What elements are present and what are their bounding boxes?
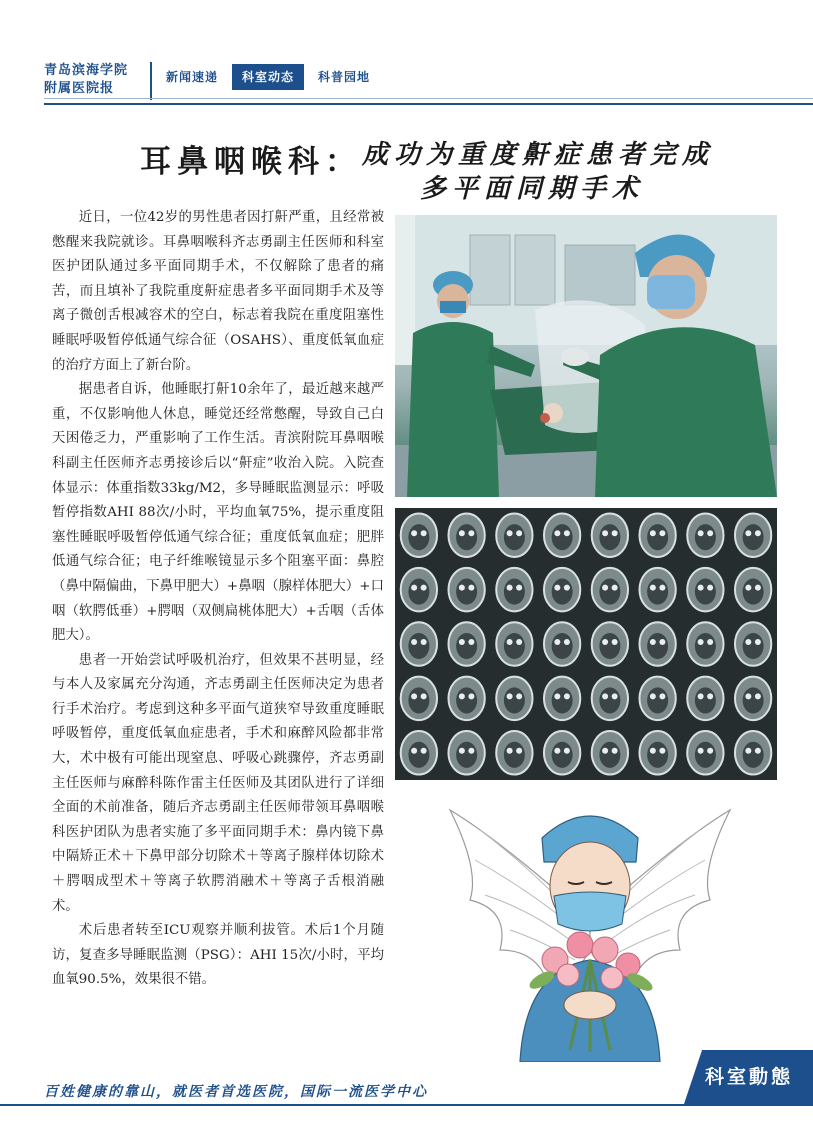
tab-department-news[interactable]: 科室动态 xyxy=(232,64,304,90)
ct-slice xyxy=(687,513,723,557)
ct-slice xyxy=(592,677,628,721)
ct-slice xyxy=(687,568,723,612)
tab-science[interactable]: 科普园地 xyxy=(318,70,371,84)
ct-slice xyxy=(496,513,532,557)
footer-slogan: 百姓健康的靠山，就医者首选医院，国际一流医学中心 xyxy=(44,1084,428,1100)
masthead-line2: 附属医院报 xyxy=(44,81,115,96)
ct-slice xyxy=(639,677,675,721)
header-rule-thin xyxy=(44,98,813,99)
masthead-divider xyxy=(150,62,152,100)
ct-slice xyxy=(401,677,437,721)
ct-slice xyxy=(496,677,532,721)
ct-slice xyxy=(592,568,628,612)
paragraph: 近日，一位42岁的男性患者因打鼾严重，且经常被憋醒来我院就诊。耳鼻咽喉科齐志勇副主任医师和科室医护团队通过多平面同期手术，不仅解除了患者的痛苦，而且填补了我院重度鼾症患者多平面同期手术及等离子微创舌根减容术的空白，标志着我院在重度阻塞性睡眠呼吸暂停低通气综合征（OSAHS）、重度低氧血症的治疗方面上了新台阶。 xyxy=(52,210,384,373)
footer-rule xyxy=(0,1104,813,1106)
ct-slice xyxy=(401,568,437,612)
ct-slice xyxy=(639,731,675,775)
ct-slice xyxy=(592,513,628,557)
ct-slice xyxy=(401,731,437,775)
ct-slice xyxy=(544,731,580,775)
ct-slice xyxy=(448,622,484,666)
page-header xyxy=(0,0,813,105)
surgery-photo xyxy=(395,215,777,497)
ct-scan-grid xyxy=(395,508,777,780)
paragraph: 据患者自诉，他睡眠打鼾10余年了，最近越来越严重，不仅影响他人休息，睡觉还经常憋醒，导致自己白天困倦乏力，严重影响了工作生活。青滨附院耳鼻咽喉科副主任医师齐志勇接诊后以“鼾症”收治入院。入院查体显示：体重指数33kg/M2，多导睡眠监测显示：呼吸暂停指数AHI 88次/小时，平均血氧75%，提示重度阻塞性睡眠呼吸暂停低通气综合征；重度低氧血症；肥胖低通气综合征；电子纤维喉镜显示多个阻塞平面：鼻腔（鼻中隔偏曲，下鼻甲肥大）+鼻咽（腺样体肥大）+口咽（软腭低垂）+腭咽（双侧扁桃体肥大）+舌咽（舌体肥大）。 xyxy=(52,382,384,644)
ct-slice xyxy=(639,568,675,612)
ct-slice xyxy=(639,513,675,557)
section-badge-label: 科室動態 xyxy=(705,1066,794,1088)
surgery-photo-art xyxy=(395,215,777,497)
ct-slice xyxy=(687,731,723,775)
masthead xyxy=(44,62,144,98)
header-rule xyxy=(44,103,813,105)
ct-slice xyxy=(687,622,723,666)
ct-slice xyxy=(735,677,771,721)
ct-slice xyxy=(544,622,580,666)
ct-slice xyxy=(448,513,484,557)
paragraph: 术后患者转至ICU观察并顺利拔管。术后1个月随访，复查多导睡眠监测（PSG）：AHI 15次/小时，平均血氧90.5%，效果很不错。 xyxy=(52,923,384,988)
ct-slice xyxy=(544,568,580,612)
ct-scan-photo xyxy=(395,508,777,780)
ct-slice xyxy=(735,513,771,557)
tab-news[interactable]: 新闻速递 xyxy=(166,70,219,84)
ct-slice xyxy=(496,622,532,666)
masthead-line1: 青岛滨海学院 xyxy=(44,63,129,78)
title-line2: 多平面同期手术 xyxy=(420,174,645,204)
ct-slice xyxy=(735,568,771,612)
ct-slice xyxy=(735,622,771,666)
ct-slice xyxy=(592,731,628,775)
ct-slice xyxy=(448,731,484,775)
title-department: 耳鼻咽喉科： xyxy=(140,144,362,180)
ct-slice xyxy=(687,677,723,721)
ct-slice xyxy=(496,731,532,775)
section-nav xyxy=(160,64,376,90)
paragraph: 患者一开始尝试呼吸机治疗，但效果不甚明显，经与本人及家属充分沟通，齐志勇副主任医师决定为患者行手术治疗。考虑到这种多平面气道狭窄导致重度睡眠呼吸暂停，重度低氧血症患者，手术和麻醉风险都非常大，术中极有可能出现窒息、呼吸心跳骤停，齐志勇副主任医师与麻醉科陈作雷主任医师及其团队进行了详细全面的术前准备，随后齐志勇副主任医师带领耳鼻咽喉科医护团队为患者实施了多平面同期手术：鼻内镜下鼻中隔矫正术＋下鼻甲部分切除术＋等离子腺样体切除术＋腭咽成型术＋等离子软腭消融术＋等离子舌根消融术。 xyxy=(52,652,384,914)
article-body xyxy=(52,206,384,993)
ct-slice xyxy=(544,513,580,557)
ct-slice xyxy=(448,568,484,612)
nurse-angel-art xyxy=(440,800,740,1062)
ct-slice xyxy=(401,513,437,557)
ct-slice xyxy=(592,622,628,666)
ct-slice xyxy=(496,568,532,612)
ct-slice xyxy=(448,677,484,721)
ct-slice xyxy=(735,731,771,775)
nurse-angel-illustration xyxy=(440,800,740,1062)
title-line1: 成功为重度鼾症患者完成 xyxy=(362,140,715,170)
ct-slice xyxy=(639,622,675,666)
ct-slice xyxy=(544,677,580,721)
ct-slice xyxy=(401,622,437,666)
